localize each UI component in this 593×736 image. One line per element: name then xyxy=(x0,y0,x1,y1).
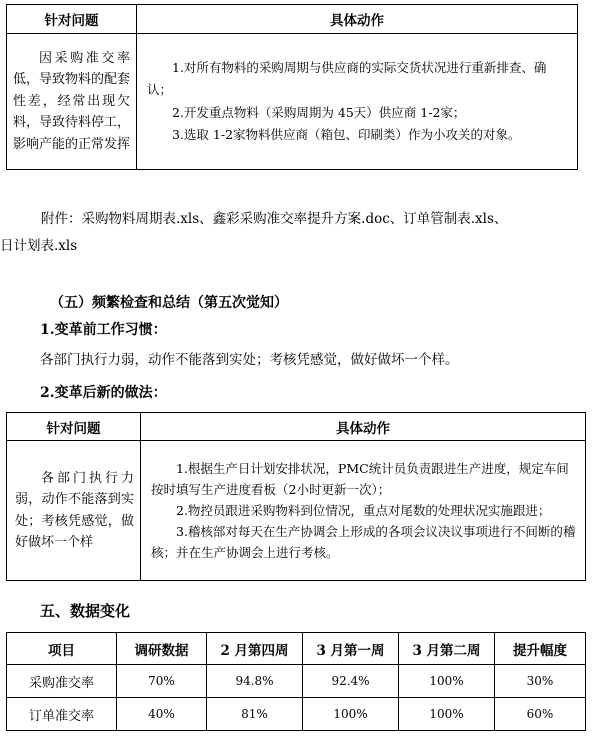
data-change-table xyxy=(6,632,586,731)
header-survey: 调研数据 xyxy=(117,633,207,665)
table-header-row xyxy=(7,413,586,441)
header-problem: 针对问题 xyxy=(7,5,137,34)
header-mar-week1: 3 月第一周 xyxy=(303,633,399,665)
table-header-row xyxy=(7,5,578,34)
problem-cell: 因采购准交率低，导致物料的配套性差，经常出现欠料，导致待料停工，影响产能的正常发挥 xyxy=(7,34,137,170)
measures-table-2 xyxy=(6,412,586,581)
table-cell: 60% xyxy=(495,698,586,731)
table-cell: 40% xyxy=(117,698,207,731)
attachment-line-1: 附件：采购物料周期表.xls、鑫彩采购准交率提升方案.doc、订单管制表.xls、 xyxy=(41,211,508,227)
table-cell: 订单准交率 xyxy=(7,698,117,731)
header-item: 项目 xyxy=(7,633,117,665)
table-row xyxy=(7,698,586,731)
data-change-title: 五、数据变化 xyxy=(40,602,131,620)
action-item: 3.选取 1-2家物料供应商（箱包、印刷类）作为小攻关的对象。 xyxy=(172,127,521,142)
before-text: 各部门执行力弱，动作不能落到实处；考核凭感觉，做好做坏一个样。 xyxy=(40,352,459,368)
table-cell: 采购准交率 xyxy=(7,665,117,698)
header-problem: 针对问题 xyxy=(7,413,141,441)
header-improvement: 提升幅度 xyxy=(495,633,586,665)
attachment-line-2: 日计划表.xls xyxy=(0,238,78,254)
before-heading: 1.变革前工作习惯： xyxy=(40,322,167,338)
action-item: 2.物控员跟进采购物料到位情况，重点对尾数的处理状况实施跟进； xyxy=(176,503,551,518)
table-cell: 100% xyxy=(399,698,495,731)
action-item: 3.稽核部对每天在生产协调会上形成的各项会议决议事项进行不间断的稽核；并在生产协调会上进行考核。 xyxy=(151,524,576,560)
actions-cell xyxy=(141,441,586,581)
table-row xyxy=(7,34,578,170)
table-row xyxy=(7,665,586,698)
action-item: 1.根据生产日计划安排状况，PMC统计员负责跟进生产进度，规定车间按时填写生产进度看板（2小时更新一次）； xyxy=(151,461,569,497)
table-row xyxy=(7,441,586,581)
header-actions: 具体动作 xyxy=(141,413,586,441)
table-cell: 92.4% xyxy=(303,665,399,698)
table-cell: 100% xyxy=(399,665,495,698)
attachment-paragraph xyxy=(0,206,592,260)
after-heading: 2.变革后新的做法： xyxy=(40,385,167,401)
header-feb-week4: 2 月第四周 xyxy=(207,633,303,665)
table-cell: 94.8% xyxy=(207,665,303,698)
header-actions: 具体动作 xyxy=(137,5,578,34)
action-item: 2.开发重点物料（采购周期为 45天）供应商 1-2家； xyxy=(172,104,466,120)
section-title: （五）频繁检查和总结（第五次觉知） xyxy=(50,295,288,311)
action-item: 1.对所有物料的采购周期与供应商的实际交货状况进行重新排查、确认； xyxy=(147,59,547,97)
actions-cell xyxy=(137,34,578,170)
table-header-row xyxy=(7,633,586,665)
problem-cell: 各部门执行力弱，动作不能落到实处；考核凭感觉，做好做坏一个样 xyxy=(7,441,141,581)
table-cell: 81% xyxy=(207,698,303,731)
measures-table-1 xyxy=(6,4,578,170)
table-cell: 70% xyxy=(117,665,207,698)
table-cell: 100% xyxy=(303,698,399,731)
header-mar-week2: 3 月第二周 xyxy=(399,633,495,665)
table-cell: 30% xyxy=(495,665,586,698)
